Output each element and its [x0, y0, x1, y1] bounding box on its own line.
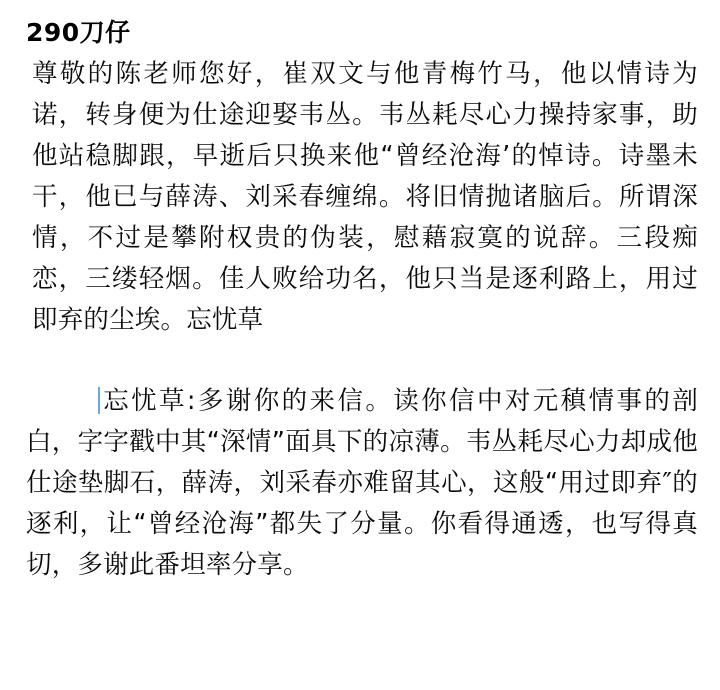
reply-sender-name: 忘忧草:: [101, 386, 196, 416]
text-cursor-icon: [98, 387, 100, 414]
message-body: 尊敬的陈老师您好，崔双文与他青梅竹马，他以情诗为诺，转身便为仕途迎娶韦丛。韦丛耗尽心力操持家事，助他站稳脚跟，早逝后只换来他“曾经沧海’的悼诗。诗墨未干，他已与薛涛、刘采春缠绵。将旧情抛诸脑后。所谓深情，不过是攀附权贵的伪装，慰藉寂寞的说辞。三段痴恋，三缕轻烟。佳人败给功名，他只当是逐利路上，用过即弃的尘埃。忘忧草: [32, 59, 698, 335]
sender-username: 290刀仔: [26, 18, 131, 47]
paragraph-spacer: [26, 341, 698, 381]
reply-body: [26, 381, 698, 586]
reply-message-text: 多谢你的来信。读你信中对元稹情事的剖白，字字戳中其“深情”面具下的凉薄。韦丛耗尽心力却成他仕途垫脚石，薛涛，刘采春亦难留其心，这般“用过即弃″的逐利，让“曾经沧海”都失了分量。你看得通透，也写得真切，多谢此番坦率分享。: [26, 386, 698, 580]
